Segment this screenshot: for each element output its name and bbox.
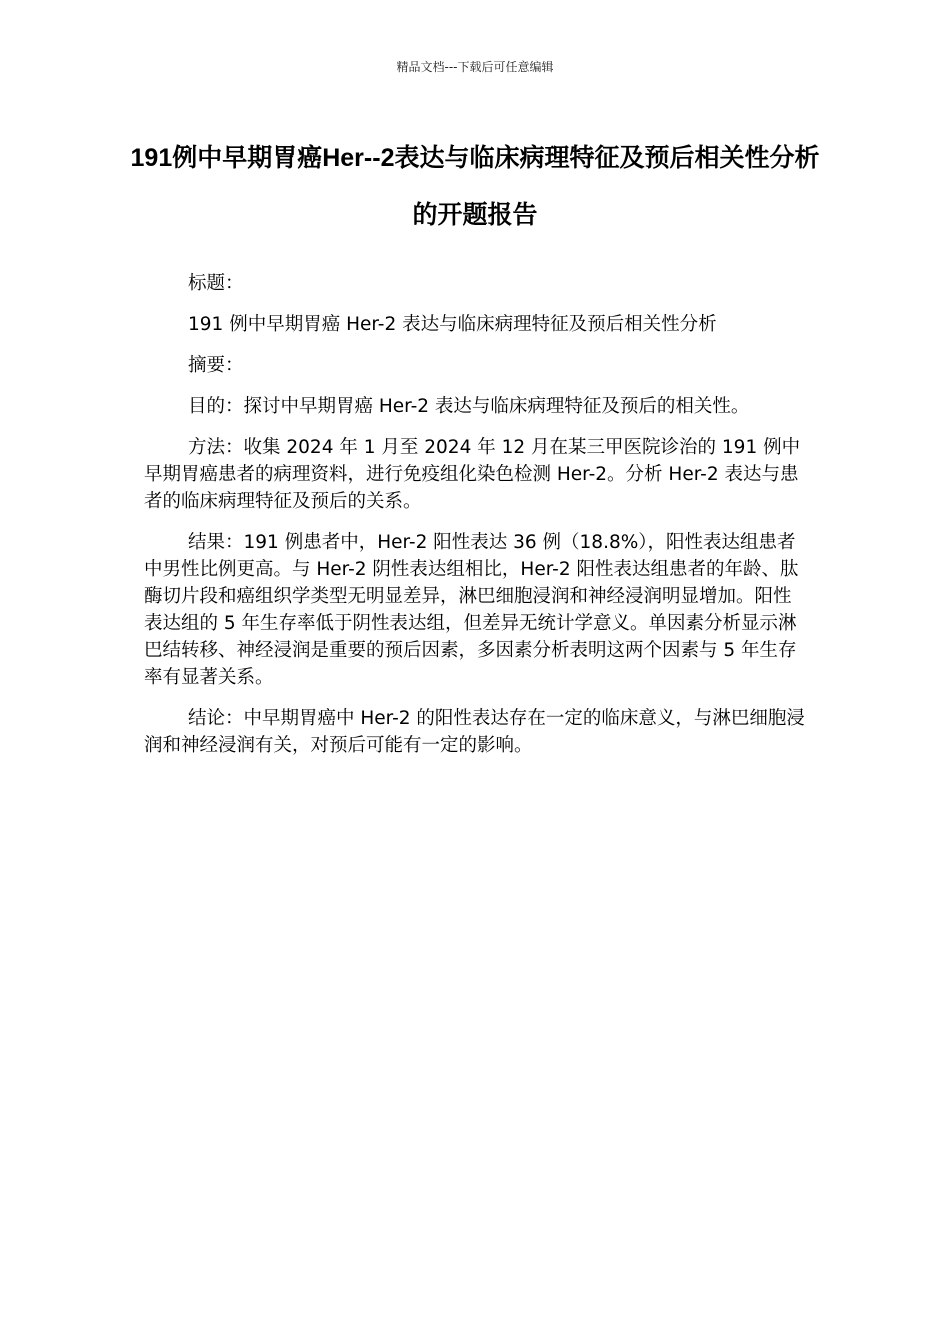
- paragraph-abstract-label: 摘要：: [188, 355, 244, 376]
- paragraph-title-text: 191 例中早期胃癌 Her-2 表达与临床病理特征及预后相关性分析: [188, 314, 717, 335]
- paragraph-objective: 目的：探讨中早期胃癌 Her-2 表达与临床病理特征及预后的相关性。: [188, 396, 750, 417]
- page-header: 精品文档---下载后可任意编辑: [396, 60, 554, 74]
- paragraph-methods: 方法：收集 2024 年 1 月至 2024 年 12 月在某三甲医院诊治的 191 例中早期胃癌患者的病理资料，进行免疫组化染色检测 Her-2。分析 Her-2 表达与患者的临床病理特征及预后的关系。: [144, 437, 801, 512]
- document-title: 191例中早期胃癌Her--2表达与临床病理特征及预后相关性分析的开题报告: [130, 144, 820, 229]
- document-body: [144, 270, 808, 773]
- paragraph-conclusion: 结论：中早期胃癌中 Her-2 的阳性表达存在一定的临床意义，与淋巴细胞浸润和神经浸润有关，对预后可能有一定的影响。: [144, 708, 805, 756]
- paragraph-results: 结果：191 例患者中，Her-2 阳性表达 36 例（18.8%），阳性表达组患者中男性比例更高。与 Her-2 阴性表达组相比，Her-2 阳性表达组患者的年龄、肽酶切片段和癌组织学类型无明显差异，淋巴细胞浸润和神经浸润明显增加。阳性表达组的 5 年生存率低于阴性表达组，但差异无统计学意义。单因素分析显示淋巴结转移、神经浸润是重要的预后因素，多因素分析表明这两个因素与 5 年生存率有显著关系。: [144, 532, 799, 688]
- paragraph-title-label: 标题：: [188, 273, 244, 294]
